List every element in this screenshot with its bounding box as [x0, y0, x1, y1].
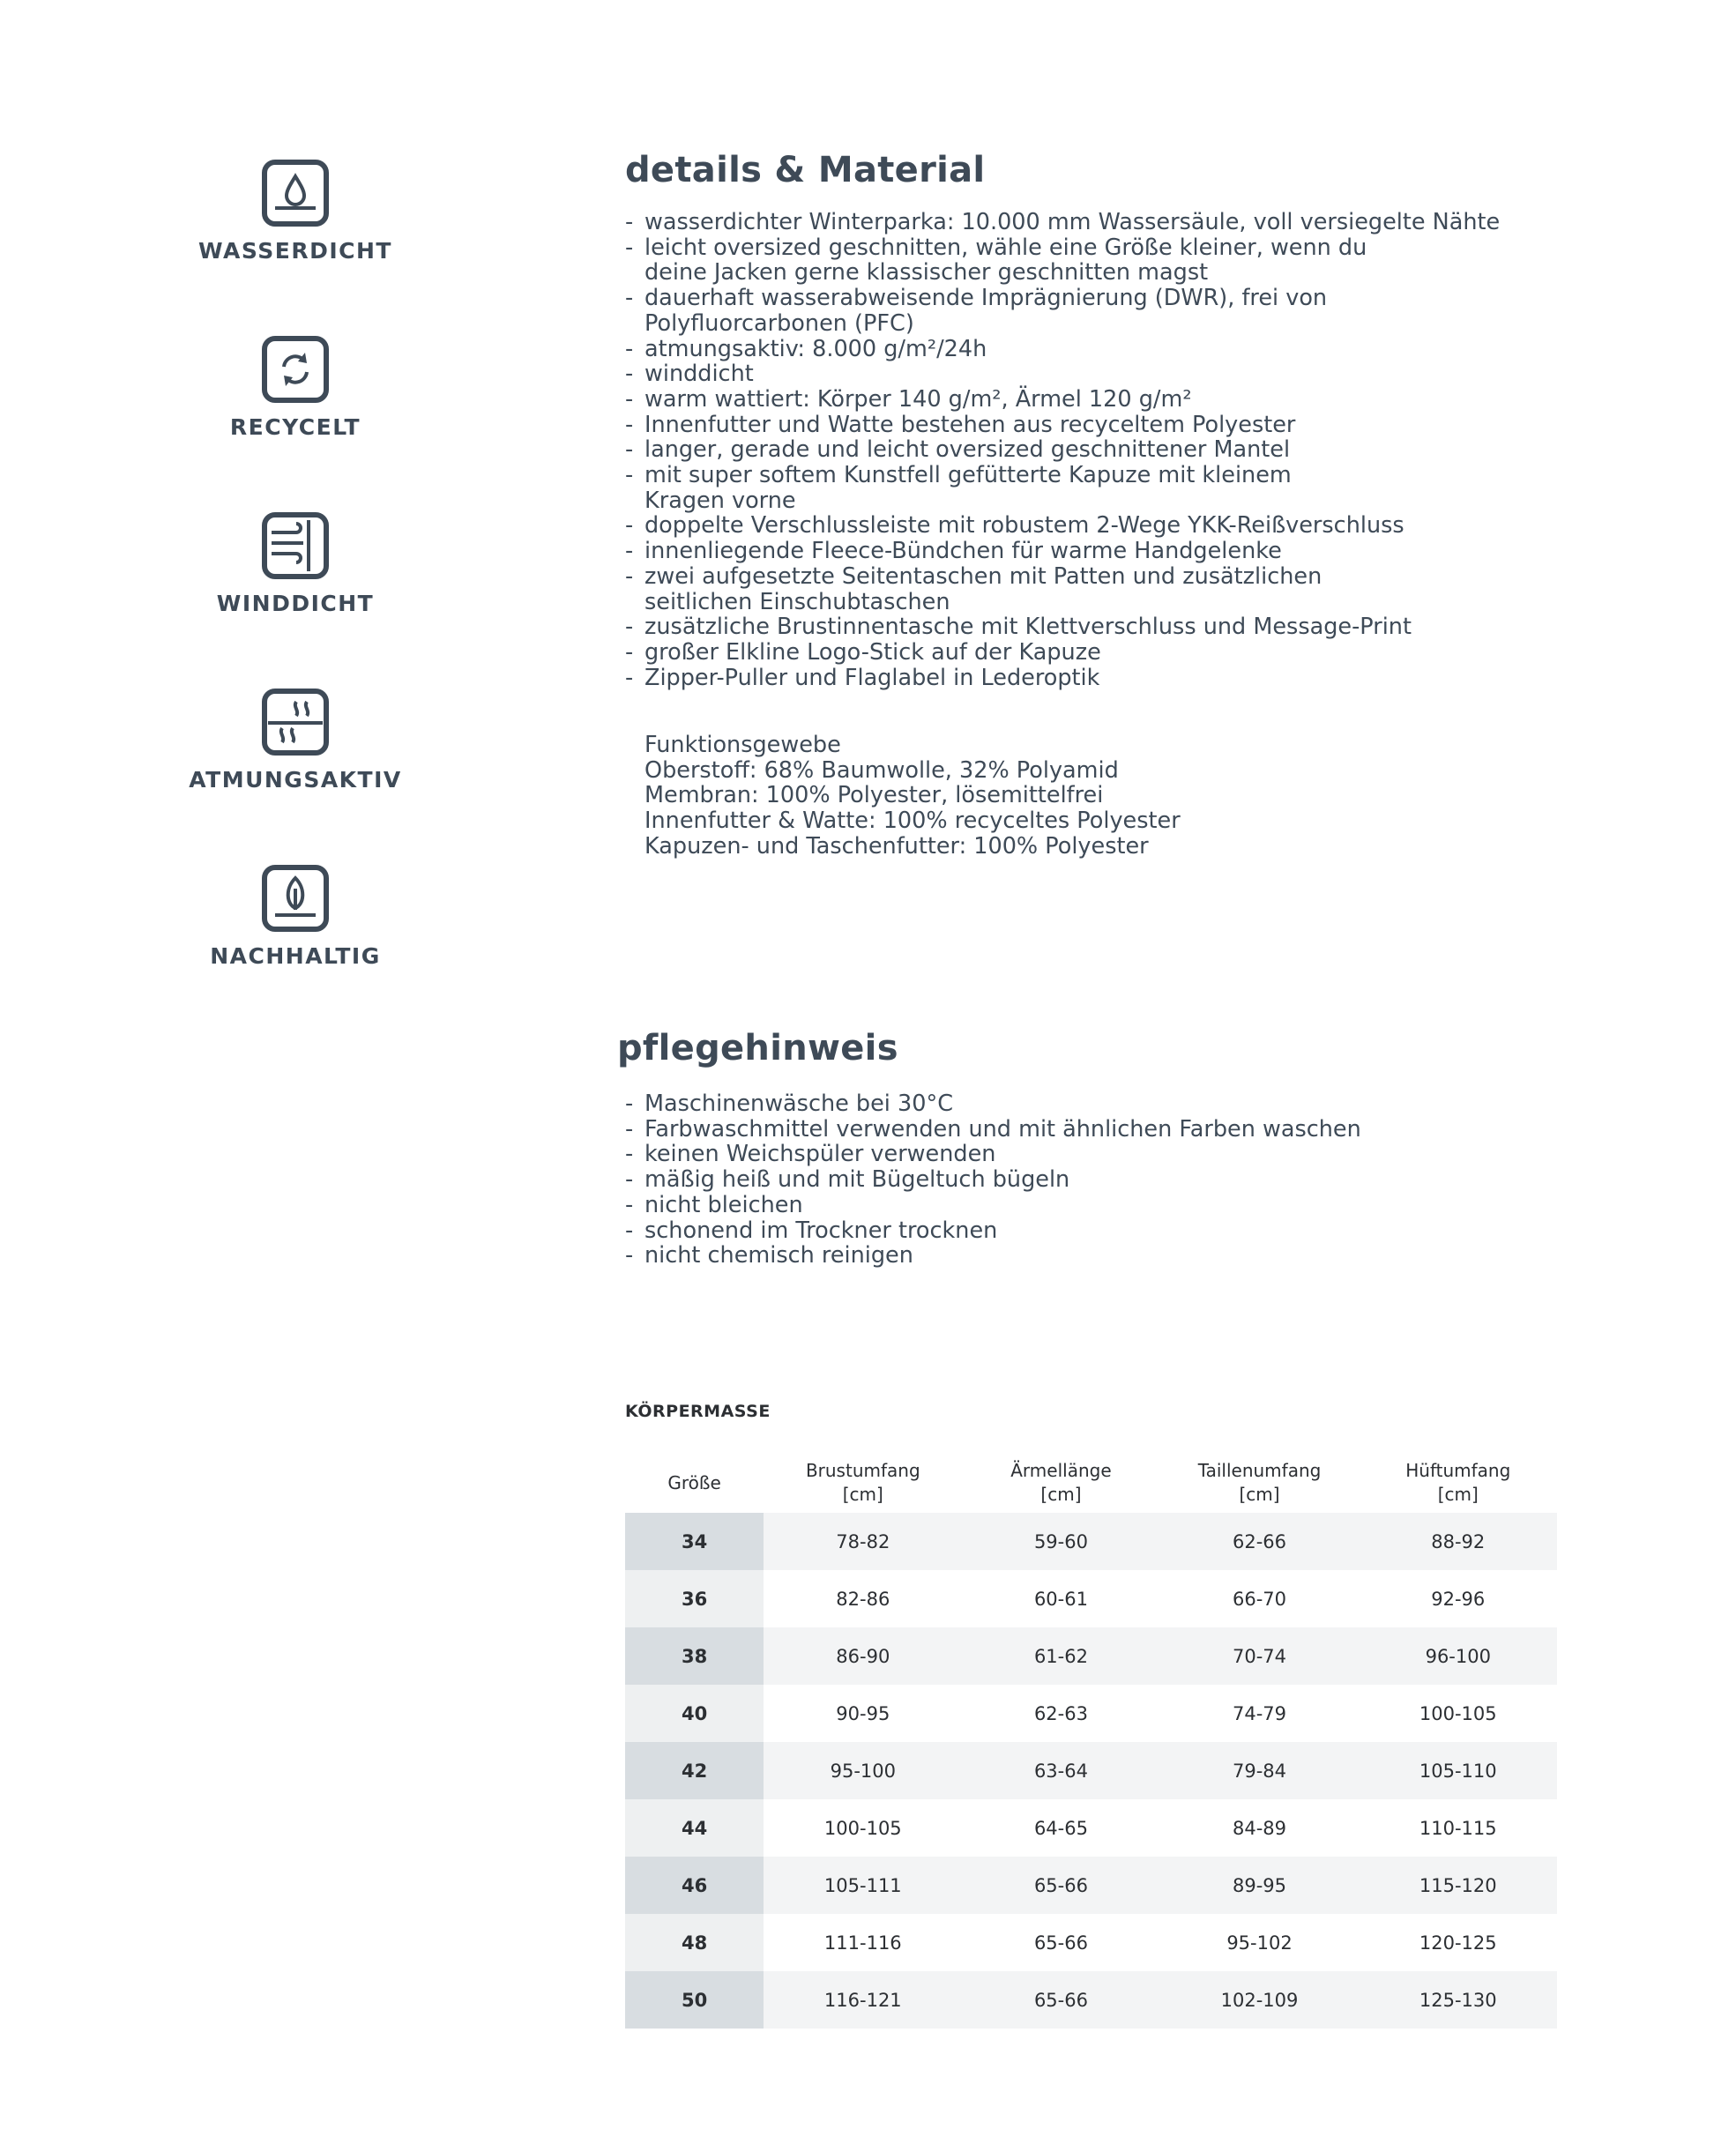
header-text: Hüftumfang — [1405, 1460, 1511, 1481]
size-cell: 44 — [625, 1799, 764, 1857]
measure-cell: 84-89 — [1232, 1817, 1287, 1839]
details-bullet-line: - mit super softem Kunstfell gefütterte Kapuze mit kleinem — [644, 462, 1292, 489]
measure-cell: 65-66 — [962, 1857, 1159, 1914]
care-bullet-list — [625, 1091, 1361, 1269]
measure-cell: 96-100 — [1360, 1627, 1557, 1685]
measure-cell: 82-86 — [836, 1588, 890, 1610]
details-bullet-line: - innenliegende Fleece-Bündchen für warme Handgelenke — [644, 538, 1282, 565]
size-table-header — [625, 1453, 1557, 1513]
recycle-arrows-icon — [261, 335, 330, 404]
details-bullet — [625, 286, 1500, 336]
feature-recycled — [150, 335, 441, 440]
details-bullet-line: - zusätzliche Brustinnentasche mit Klettverschluss und Message-Print — [644, 614, 1412, 641]
measure-cell: 60-61 — [1033, 1588, 1088, 1610]
feature-label: NACHHALTIG — [210, 943, 381, 969]
size-cell: 36 — [625, 1570, 764, 1627]
material-line: Oberstoff: 68% Baumwolle, 32% Polyamid — [644, 756, 1119, 784]
details-bullet-line: - leicht oversized geschnitten, wähle eine Größe kleiner, wenn du — [644, 234, 1367, 261]
measure-cell: 89-95 — [1159, 1857, 1359, 1914]
feature-sustainable — [150, 864, 441, 969]
details-bullet — [625, 210, 1500, 235]
size-table-header-cell — [1360, 1453, 1557, 1513]
water-drop-icon — [261, 159, 330, 227]
size-table-header-cell — [625, 1453, 764, 1513]
feature-windproof — [150, 511, 441, 616]
measure-cell: 64-65 — [1033, 1817, 1088, 1839]
measure-cell: 115-120 — [1360, 1857, 1557, 1914]
care-bullet: - schonend im Trockner trocknen — [625, 1218, 1361, 1244]
measure-cell: 120-125 — [1419, 1932, 1497, 1954]
details-bullet — [625, 539, 1500, 564]
care-bullet: - nicht bleichen — [625, 1193, 1361, 1218]
measure-cell: 65-66 — [962, 1971, 1159, 2029]
size-cell: 42 — [625, 1742, 764, 1799]
care-bullet: - mäßig heiß und mit Bügeltuch bügeln — [625, 1167, 1361, 1193]
material-line: Innenfutter & Watte: 100% recyceltes Polyester — [644, 808, 1181, 835]
details-bullet-line: - atmungsaktiv: 8.000 g/m²/24h — [644, 335, 987, 362]
table-row — [625, 1799, 1557, 1857]
details-title: details & Material — [625, 150, 986, 190]
table-row — [625, 1513, 1557, 1570]
details-bullet-line: deine Jacken gerne klassischer geschnitten magst — [644, 259, 1209, 287]
measure-cell: 62-63 — [1033, 1702, 1088, 1724]
size-cell: 50 — [625, 1971, 764, 2029]
details-bullet-line: - dauerhaft wasserabweisende Imprägnierung (DWR), frei von — [644, 285, 1328, 312]
details-bullet-line: - winddicht — [644, 361, 754, 388]
size-table-header-cell — [1159, 1453, 1359, 1513]
table-row — [625, 1742, 1557, 1799]
feature-label: RECYCELT — [229, 414, 361, 440]
table-row — [625, 1685, 1557, 1742]
measure-cell: 100-105 — [1419, 1702, 1497, 1724]
leaf-icon — [261, 864, 330, 933]
feature-label: WINDDICHT — [216, 591, 375, 616]
details-bullet-line: Kragen vorne — [644, 487, 796, 514]
measure-cell: 110-115 — [1419, 1817, 1497, 1839]
details-bullet-list — [625, 210, 1500, 690]
measure-cell: 74-79 — [1232, 1702, 1287, 1724]
size-cell: 34 — [625, 1513, 764, 1570]
material-composition — [644, 733, 1181, 860]
details-bullet-line: - wasserdichter Winterparka: 10.000 mm Wassersäule, voll versiegelte Nähte — [644, 209, 1501, 235]
feature-label: ATMUNGSAKTIV — [189, 767, 402, 793]
header-text: [cm] — [1040, 1484, 1082, 1505]
measure-cell: 95-100 — [764, 1742, 962, 1799]
size-table-header-cell — [962, 1453, 1159, 1513]
details-bullet-line: - zwei aufgesetzte Seitentaschen mit Patten und zusätzlichen — [644, 562, 1322, 590]
details-bullet — [625, 463, 1500, 513]
size-cell: 38 — [625, 1627, 764, 1685]
measure-cell: 59-60 — [962, 1513, 1159, 1570]
header-text: [cm] — [842, 1484, 883, 1505]
measure-cell: 116-121 — [764, 1971, 962, 2029]
feature-label: WASSERDICHT — [198, 238, 392, 264]
material-line: Funktionsgewebe — [644, 732, 841, 758]
size-cell: 48 — [625, 1914, 764, 1971]
table-row — [625, 1627, 1557, 1685]
measure-cell: 66-70 — [1232, 1588, 1287, 1610]
table-row — [625, 1914, 1557, 1971]
details-bullet — [625, 564, 1500, 614]
material-line: Kapuzen- und Taschenfutter: 100% Polyester — [644, 832, 1149, 860]
header-text: Brustumfang — [805, 1460, 920, 1481]
measure-cell: 95-102 — [1226, 1932, 1293, 1954]
measure-cell: 102-109 — [1159, 1971, 1359, 2029]
care-bullet: - Maschinenwäsche bei 30°C — [625, 1091, 1361, 1117]
details-bullet-line: - langer, gerade und leicht oversized geschnittener Mantel — [644, 436, 1291, 464]
care-bullet: - Farbwaschmittel verwenden und mit ähnlichen Farben waschen — [625, 1117, 1361, 1143]
measure-cell: 90-95 — [836, 1702, 890, 1724]
measure-cell: 78-82 — [764, 1513, 962, 1570]
details-bullet-line: - doppelte Verschlussleiste mit robustem 2-Wege YKK-Reißverschluss — [644, 512, 1404, 540]
size-cell: 40 — [625, 1685, 764, 1742]
header-text: Taillenumfang — [1197, 1460, 1322, 1481]
material-line: Membran: 100% Polyester, lösemittelfrei — [644, 782, 1104, 809]
details-bullet — [625, 387, 1500, 413]
measure-cell: 125-130 — [1360, 1971, 1557, 2029]
details-bullet — [625, 640, 1500, 666]
measure-cell: 70-74 — [1159, 1627, 1359, 1685]
measure-cell: 61-62 — [962, 1627, 1159, 1685]
care-bullet: - nicht chemisch reinigen — [625, 1243, 1361, 1269]
measure-cell: 111-116 — [823, 1932, 902, 1954]
table-row — [625, 1570, 1557, 1627]
measure-cell: 65-66 — [1033, 1932, 1088, 1954]
care-bullet: - keinen Weichspüler verwenden — [625, 1142, 1361, 1167]
size-table-header-cell — [764, 1453, 962, 1513]
details-bullet-line: - warm wattiert: Körper 140 g/m², Ärmel 120 g/m² — [644, 385, 1192, 413]
size-table-body — [625, 1513, 1557, 2029]
details-bullet — [625, 437, 1500, 463]
measure-cell: 88-92 — [1360, 1513, 1557, 1570]
breathable-waves-icon — [261, 688, 330, 756]
details-bullet — [625, 235, 1500, 286]
details-bullet-line: - Innenfutter und Watte bestehen aus recyceltem Polyester — [644, 411, 1296, 438]
size-cell: 46 — [625, 1857, 764, 1914]
feature-breathable — [150, 688, 441, 793]
header-text: [cm] — [1239, 1484, 1280, 1505]
measure-cell: 79-84 — [1159, 1742, 1359, 1799]
measure-cell: 100-105 — [823, 1817, 902, 1839]
details-bullet — [625, 513, 1500, 539]
details-bullet — [625, 337, 1500, 362]
details-bullet-line: seitlichen Einschubtaschen — [644, 588, 950, 615]
size-table — [625, 1453, 1557, 2029]
details-bullet — [625, 361, 1500, 387]
measure-cell: 62-66 — [1159, 1513, 1359, 1570]
measure-cell: 105-110 — [1360, 1742, 1557, 1799]
wind-icon — [261, 511, 330, 580]
details-bullet — [625, 666, 1500, 691]
feature-waterproof — [150, 159, 441, 264]
details-bullet-line: - großer Elkline Logo-Stick auf der Kapuze — [644, 638, 1101, 666]
measure-cell: 92-96 — [1431, 1588, 1486, 1610]
details-bullet — [625, 614, 1500, 640]
table-row — [625, 1857, 1557, 1914]
details-bullet-line: Polyfluorcarbonen (PFC) — [644, 309, 914, 337]
details-bullet-line: - Zipper-Puller und Flaglabel in Lederoptik — [644, 664, 1100, 691]
size-table-title: KÖRPERMASSE — [625, 1402, 771, 1421]
measure-cell: 105-111 — [764, 1857, 962, 1914]
measure-cell: 86-90 — [764, 1627, 962, 1685]
header-text: Größe — [667, 1471, 721, 1493]
care-title: pflegehinweis — [617, 1028, 898, 1068]
details-bullet — [625, 413, 1500, 438]
table-row — [625, 1971, 1557, 2029]
header-text: [cm] — [1437, 1484, 1479, 1505]
header-text: Ärmellänge — [1010, 1460, 1112, 1481]
measure-cell: 63-64 — [962, 1742, 1159, 1799]
